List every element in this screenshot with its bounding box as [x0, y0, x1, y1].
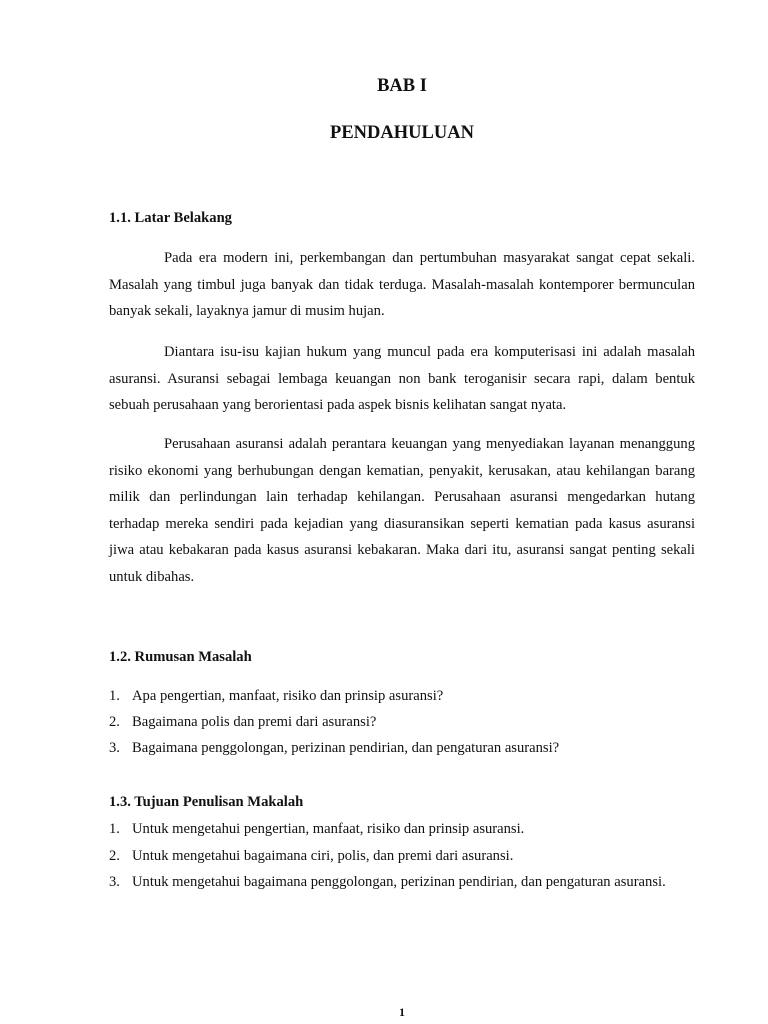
- section-heading-background: 1.1. Latar Belakang: [109, 210, 232, 226]
- paragraph: Pada era modern ini, perkembangan dan pertumbuhan masyarakat sangat cepat sekali. Masalah yang timbul juga banyak dan tidak terduga. Masalah-masalah kontemporer bermunculan banyak sekali, layaknya jamur di musim hujan.: [109, 250, 695, 319]
- list-item: [109, 869, 695, 896]
- list-item-text: Apa pengertian, manfaat, risiko dan prinsip asuransi?: [132, 688, 444, 704]
- problem-list: [109, 683, 695, 761]
- list-item-text: Bagaimana penggolongan, perizinan pendirian, dan pengaturan asuransi?: [132, 740, 560, 756]
- list-item-text: Bagaimana polis dan premi dari asuransi?: [132, 714, 377, 730]
- chapter-label: BAB I: [377, 76, 427, 96]
- section-heading-problems: 1.2. Rumusan Masalah: [109, 649, 252, 665]
- list-item-text: Untuk mengetahui bagaimana ciri, polis, dan premi dari asuransi.: [132, 847, 514, 864]
- list-item: [109, 683, 695, 709]
- goal-list: [109, 816, 695, 896]
- section-heading-goals: 1.3. Tujuan Penulisan Makalah: [109, 794, 304, 810]
- chapter-title: PENDAHULUAN: [330, 123, 474, 143]
- list-item: [109, 709, 695, 735]
- list-item-number: 3.: [109, 740, 120, 756]
- page-number: 1: [399, 1005, 405, 1019]
- list-item: [109, 816, 695, 843]
- list-item-number: 2.: [109, 714, 120, 730]
- list-item: [109, 843, 695, 870]
- list-item-number: 2.: [109, 847, 120, 864]
- list-item-number: 1.: [109, 688, 120, 704]
- list-item: [109, 735, 695, 761]
- list-item-text: Untuk mengetahui bagaimana penggolongan, perizinan pendirian, dan pengaturan asuransi.: [132, 874, 666, 890]
- list-item-number: 3.: [109, 874, 120, 890]
- list-item-text: Untuk mengetahui pengertian, manfaat, risiko dan prinsip asuransi.: [132, 821, 525, 837]
- list-item-number: 1.: [109, 821, 120, 837]
- paragraph: Diantara isu-isu kajian hukum yang muncul pada era komputerisasi ini adalah masalah asuransi. Asuransi sebagai lembaga keuangan non bank teroganisir secara rapi, dalam bentuk sebuah perusahaan yang berorientasi pada aspek bisnis kelihatan sangat nyata.: [109, 344, 695, 413]
- paragraph: Perusahaan asuransi adalah perantara keuangan yang menyediakan layanan menanggung risiko ekonomi yang berhubungan dengan kematian, penyakit, kerusakan, atau kehilangan barang milik dan perlindungan lain terhadap kehilangan. Perusahaan asuransi mengedarkan hutang terhadap mereka sendiri pada kejadian yang diasuransikan seperti kematian pada kasus asuransi jiwa atau kebakaran pada kasus asuransi kebakaran. Maka dari itu, asuransi sangat penting sekali untuk dibahas.: [109, 436, 695, 585]
